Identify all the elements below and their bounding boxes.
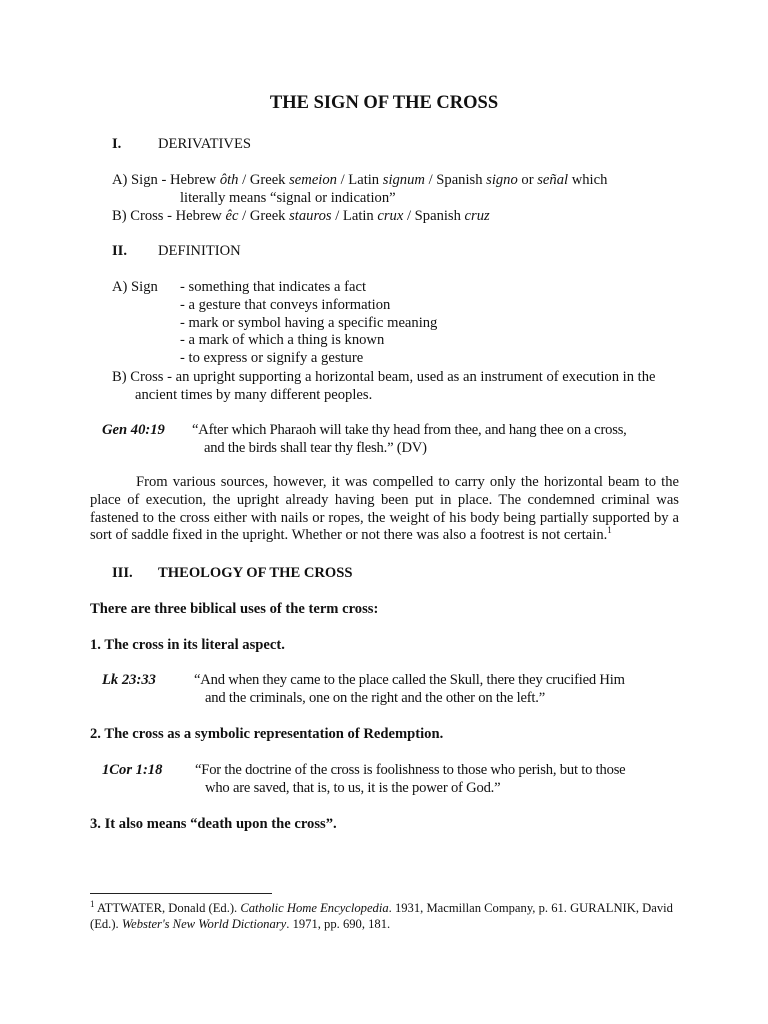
body-paragraph-text: From various sources, however, it was compelled to carry only the horizontal beam to the place of execution, the upright already having been put in place. The condemned criminal was fastened to the cross either with nails or ropes, the weight of his body being partially supported by a sort of saddle fixed in the upright. Whether or not there was also a footrest is not certain. bbox=[90, 474, 679, 544]
definition-cross-line2: ancient times by many different peoples. bbox=[135, 387, 373, 403]
section-2-heading: DEFINITION bbox=[158, 243, 241, 259]
footnote-separator bbox=[90, 893, 272, 894]
scripture-quote-gen-line2: and the birds shall tear thy flesh.” (DV) bbox=[204, 440, 427, 456]
section-3-heading: THEOLOGY OF THE CROSS bbox=[158, 565, 353, 581]
footnote-title-2: Webster's New World Dictionary bbox=[121, 917, 287, 931]
derivative-sign-line2: literally means “signal or indication” bbox=[180, 190, 396, 206]
section-1-number: I. bbox=[112, 136, 122, 152]
definition-sign-item: - to express or signify a gesture bbox=[180, 350, 364, 366]
use-3-heading: 3. It also means “death upon the cross”. bbox=[90, 816, 337, 832]
section-1-heading: DERIVATIVES bbox=[158, 136, 251, 152]
section-3-number: III. bbox=[112, 565, 133, 581]
use-2-heading: 2. The cross as a symbolic representation of Redemption. bbox=[90, 726, 444, 742]
scripture-reference-lk: Lk 23:33 bbox=[102, 672, 156, 688]
derivative-sign-line bbox=[112, 171, 678, 189]
definition-cross-line1: B) Cross - an upright supporting a horizontal beam, used as an instrument of execution in the bbox=[112, 369, 656, 385]
scripture-quote-cor-line2: who are saved, that is, to us, it is the power of God.” bbox=[205, 780, 501, 796]
uses-intro: There are three biblical uses of the term cross: bbox=[90, 601, 379, 617]
section-2-number: II. bbox=[112, 243, 128, 259]
footnote-marker: 1 bbox=[90, 898, 95, 909]
scripture-reference-gen: Gen 40:19 bbox=[102, 422, 165, 438]
scripture-quote-cor-line1: “For the doctrine of the cross is foolishness to those who perish, but to those bbox=[195, 762, 626, 778]
footnote-title-1: Catholic Home Encyclopedia bbox=[240, 901, 389, 915]
scripture-quote-lk-line2: and the criminals, one on the right and the other on the left.” bbox=[205, 690, 545, 706]
scripture-quote-lk-line1: “And when they came to the place called the Skull, there they crucified Him bbox=[194, 672, 625, 688]
use-1-heading: 1. The cross in its literal aspect. bbox=[90, 637, 285, 653]
definition-sign-item: - a mark of which a thing is known bbox=[180, 332, 385, 348]
footnote-reference: 1 bbox=[607, 525, 612, 536]
derivative-cross-line: B) Cross - Hebrew êc / Greek stauros / Latin crux / Spanish cruz bbox=[112, 208, 490, 224]
definition-sign-item: - mark or symbol having a specific meaning bbox=[180, 315, 438, 331]
scripture-quote-gen-line1: “After which Pharaoh will take thy head from thee, and hang thee on a cross, bbox=[192, 422, 627, 438]
footnote: $^1$ ATTWATER, Donald (Ed.). Catholic Home Encyclopedia. 1931, Macmillan Company, p. 61. GURALNIK, David (Ed.). Webster's New World Dictionary. 1971, pp. 690, 181. bbox=[90, 898, 673, 931]
body-paragraph bbox=[90, 474, 679, 545]
document-title: THE SIGN OF THE CROSS bbox=[269, 93, 499, 113]
definition-sign-item: - something that indicates a fact bbox=[180, 279, 367, 295]
derivative-sign-text: A) Sign - Hebrew ôth / Greek semeion / Latin signum / Spanish signo or señal which bbox=[112, 172, 608, 188]
scripture-reference-cor: 1Cor 1:18 bbox=[102, 762, 163, 778]
definition-sign-label: A) Sign bbox=[112, 279, 158, 295]
definition-sign-item: - a gesture that conveys information bbox=[180, 297, 391, 313]
